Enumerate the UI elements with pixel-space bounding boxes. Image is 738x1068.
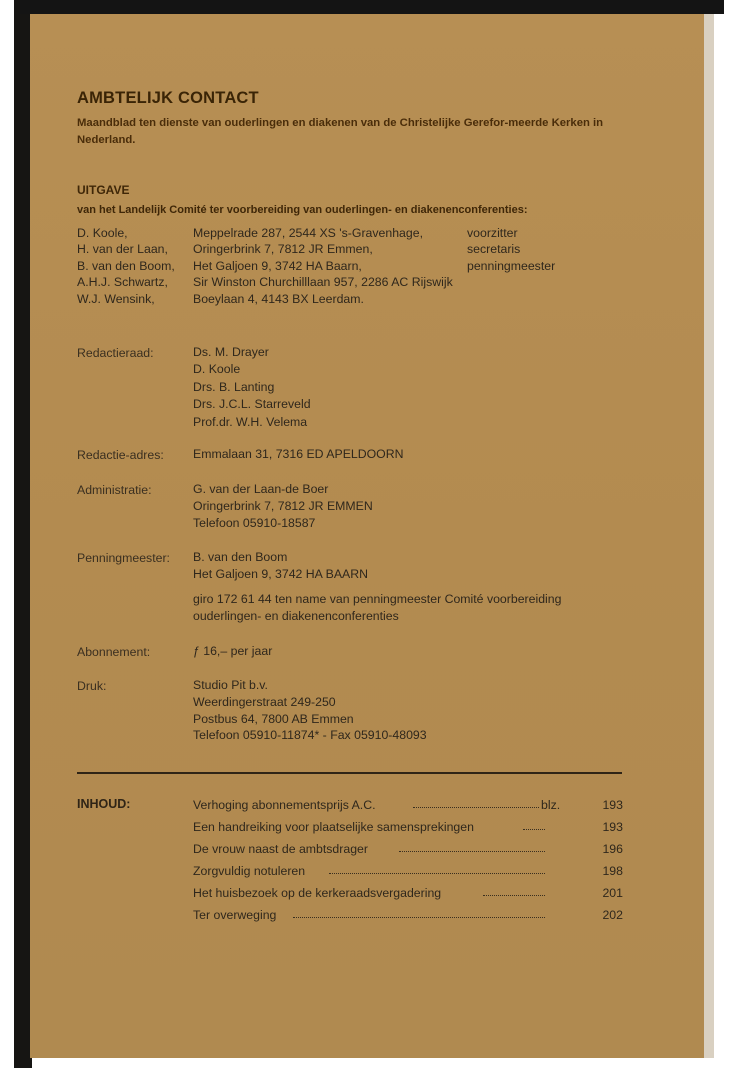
toc-item-page: 193 — [602, 798, 623, 812]
comite-member — [77, 291, 555, 307]
member-role: penningmeester — [467, 258, 556, 273]
toc-item — [193, 904, 623, 926]
toc-item-title: Het huisbezoek op de kerkeraadsvergadering — [193, 886, 442, 900]
toc-item-title: Verhoging abonnementsprijs A.C. — [193, 798, 376, 812]
comite-member — [77, 225, 555, 241]
toc-leader-dots — [483, 895, 545, 896]
toc-item-title: Ter overweging — [193, 908, 277, 922]
comite-member — [77, 241, 555, 257]
administratie-line: Oringerbrink 7, 7812 JR EMMEN — [193, 498, 373, 513]
toc-item — [193, 838, 623, 860]
toc-item — [193, 860, 623, 882]
toc-leader-dots — [329, 873, 545, 874]
page-title: AMBTELIJK CONTACT — [77, 89, 259, 107]
member-address: Het Galjoen 9, 3742 HA Baarn, — [193, 258, 362, 273]
member-address: Oringerbrink 7, 7812 JR Emmen, — [193, 242, 373, 257]
uitgave-heading: UITGAVE — [77, 183, 130, 197]
giro-block — [193, 591, 561, 625]
uitgave-subheading: van het Landelijk Comité ter voorbereiding van ouderlingen- en diakenenconferenties: — [77, 204, 528, 216]
toc-item-title: Zorgvuldig notuleren — [193, 864, 306, 878]
redactie-adres-label: Redactie-adres: — [77, 448, 164, 462]
redactieraad-member: Drs. J.C.L. Starreveld — [193, 397, 311, 412]
penningmeester-line: Het Galjoen 9, 3742 HA BAARN — [193, 566, 368, 581]
giro-line: ouderlingen- en diakenenconferenties — [193, 608, 399, 623]
member-name: H. van der Laan, — [77, 242, 168, 257]
page-subtitle: Maandblad ten dienste van ouderlingen en diakenen van de Christelijke Gerefor-meerde Kerken in Nederland. — [77, 117, 604, 146]
druk-line: Telefoon 05910-11874* - Fax 05910-48093 — [193, 728, 427, 743]
toc-item-page: 196 — [602, 842, 623, 856]
toc-item — [193, 816, 623, 838]
druk-line: Studio Pit b.v. — [193, 678, 268, 692]
member-address: Sir Winston Churchilllaan 957, 2286 AC Rijswijk — [193, 275, 453, 290]
administratie-line: G. van der Laan-de Boer — [193, 482, 329, 496]
druk-block — [193, 677, 427, 744]
toc-item-title: Een handreiking voor plaatselijke samensprekingen — [193, 820, 474, 834]
member-name: B. van den Boom, — [77, 258, 175, 273]
druk-line: Postbus 64, 7800 AB Emmen — [193, 711, 354, 726]
toc-item-title: De vrouw naast de ambtsdrager — [193, 842, 368, 856]
administratie-line: Telefoon 05910-18587 — [193, 515, 316, 530]
member-address: Boeylaan 4, 4143 BX Leerdam. — [193, 291, 364, 306]
druk-line: Weerdingerstraat 249-250 — [193, 694, 336, 709]
redactieraad-member: D. Koole — [193, 362, 241, 377]
toc-leader-dots — [399, 851, 545, 852]
toc-leader-dots — [523, 829, 545, 830]
penningmeester-line: B. van den Boom — [193, 550, 288, 564]
penningmeester-block — [193, 549, 368, 583]
divider — [77, 772, 622, 774]
member-name: D. Koole, — [77, 226, 128, 240]
giro-line: giro 172 61 44 ten name van penningmeester Comité voorbereiding — [193, 592, 562, 606]
table-of-contents — [193, 794, 623, 926]
administratie-block — [193, 481, 373, 531]
comite-list — [77, 225, 555, 307]
toc-leader-dots — [293, 917, 545, 918]
toc-item-page: 202 — [602, 908, 623, 922]
administratie-label: Administratie: — [77, 483, 152, 497]
toc-item-page: 193 — [602, 820, 623, 834]
toc-item — [193, 794, 623, 816]
comite-member — [77, 258, 555, 274]
toc-item-page: 201 — [602, 886, 623, 900]
comite-member — [77, 274, 555, 290]
toc-blz-label: blz. — [541, 798, 561, 812]
member-role: secretaris — [467, 242, 521, 257]
member-role: voorzitter — [467, 226, 518, 240]
druk-label: Druk: — [77, 679, 107, 693]
redactieraad-list — [193, 344, 311, 431]
member-name: A.H.J. Schwartz, — [77, 275, 168, 290]
toc-item-page: 198 — [602, 864, 623, 878]
redactie-adres-value: Emmalaan 31, 7316 ED APELDOORN — [193, 447, 404, 461]
abonnement-value: ƒ 16,– per jaar — [193, 644, 273, 658]
redactieraad-member: Ds. M. Drayer — [193, 345, 269, 359]
redactieraad-member: Prof.dr. W.H. Velema — [193, 414, 308, 429]
redactieraad-label: Redactieraad: — [77, 346, 154, 360]
toc-item — [193, 882, 623, 904]
penningmeester-label: Penningmeester: — [77, 551, 170, 565]
member-name: W.J. Wensink, — [77, 291, 155, 306]
redactieraad-member: Drs. B. Lanting — [193, 379, 275, 394]
member-address: Meppelrade 287, 2544 XS 's-Gravenhage, — [193, 226, 423, 240]
inhoud-label: INHOUD: — [77, 797, 131, 811]
toc-leader-dots — [413, 807, 539, 808]
abonnement-label: Abonnement: — [77, 645, 151, 659]
